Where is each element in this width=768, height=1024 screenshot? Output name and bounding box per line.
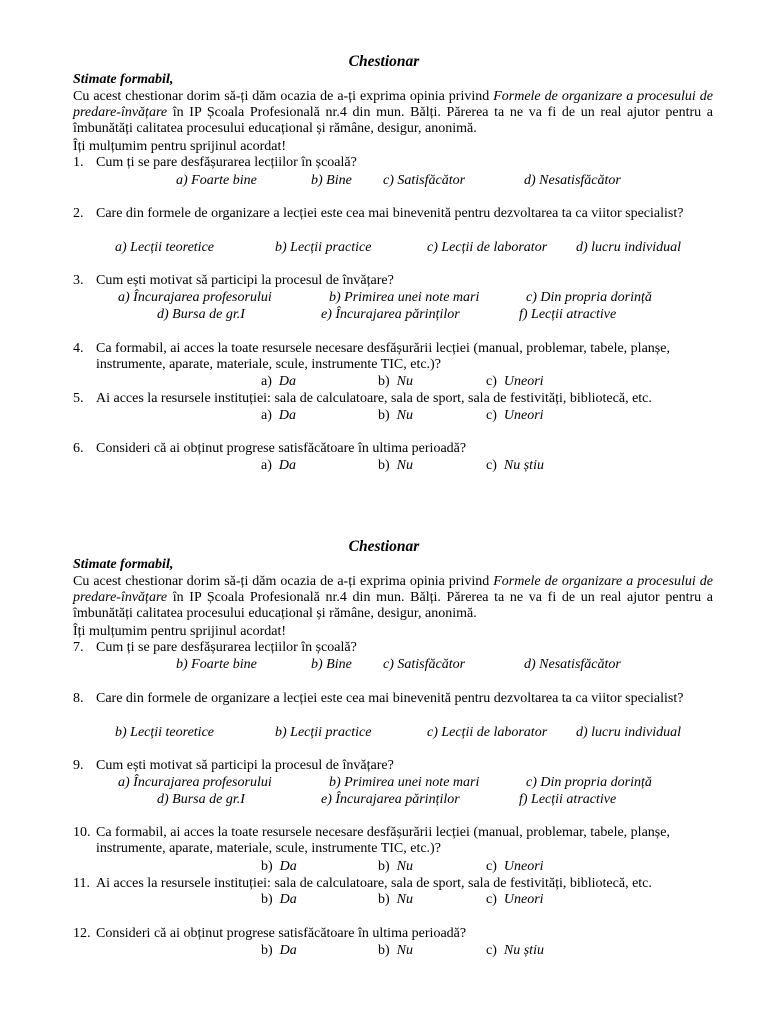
option-lectii-atractive[interactable]: f) Lecții atractive — [519, 307, 617, 322]
option-incurajarea-profesorului[interactable]: a) Încurajarea profesorului — [118, 775, 272, 790]
option-da[interactable]: b) Da — [261, 892, 297, 907]
option-nota-mare[interactable]: b) Primirea unei note mari — [329, 775, 480, 790]
option-da[interactable]: a) Da — [261, 374, 297, 389]
option-nu-stiu[interactable]: c) Nu știu — [486, 458, 544, 473]
option-lectii-practice[interactable]: b) Lecții practice — [275, 240, 372, 255]
option-nu[interactable]: b) Nu — [378, 408, 414, 423]
option-da[interactable]: a) Da — [261, 458, 297, 473]
option-lectii-practice[interactable]: b) Lecții practice — [275, 725, 372, 740]
option-propria-dorinta[interactable]: c) Din propria dorință — [526, 290, 652, 305]
option-foarte-bine[interactable]: b) Foarte bine — [176, 657, 257, 672]
option-uneori[interactable]: c) Uneori — [486, 408, 544, 423]
option-da[interactable]: b) Da — [261, 859, 297, 874]
greeting: Stimate formabil, — [73, 557, 174, 572]
option-lectii-teoretice[interactable]: a) Lecții teoretice — [115, 240, 214, 255]
question-2: 2. Care din formele de organizare a lecției este cea mai binevenită pentru dezvoltarea ta ca viitor specialist? — [73, 206, 684, 221]
question-8: 8. Care din formele de organizare a lecției este cea mai binevenită pentru dezvoltarea ta ca viitor specialist? — [73, 691, 684, 706]
question-10: 10. Ca formabil, ai acces la toate resursele necesare desfășurării lecției (manual, problemar, tabele, planșe, instrumente, aparate, materiale, scule, instrumente TIC, etc.)? — [73, 825, 670, 857]
option-lectii-laborator[interactable]: c) Lecții de laborator — [427, 725, 548, 740]
option-nu-stiu[interactable]: c) Nu știu — [486, 943, 544, 958]
option-lucru-individual[interactable]: d) lucru individual — [576, 725, 681, 740]
question-5: 5. Ai acces la resursele instituției: sala de calculatoare, sala de sport, sala de festivități, bibliotecă, etc. — [73, 391, 652, 406]
option-bursa[interactable]: d) Bursa de gr.I — [157, 307, 245, 322]
option-nesatisfacator[interactable]: d) Nesatisfăcător — [524, 657, 621, 672]
option-lectii-teoretice[interactable]: b) Lecții teoretice — [115, 725, 214, 740]
intro-paragraph: Cu acest chestionar dorim să-ți dăm ocazia de a-ți exprima opinia privind Formele de organizare a procesului de predare-învățare în IP Școala Profesională nr.4 din mun. Bălți. Părerea ta ne va fi de un real ajutor pentru a îmbunătăți calitatea procesului educațional și rămâne, desigur, anonimă. — [73, 89, 713, 137]
option-bursa[interactable]: d) Bursa de gr.I — [157, 792, 245, 807]
option-nu[interactable]: b) Nu — [378, 859, 414, 874]
question-12: 12. Consideri că ai obținut progrese satisfăcătoare în ultima perioadă? — [73, 926, 467, 941]
thanks-line: Îți mulțumim pentru sprijinul acordat! — [73, 624, 287, 639]
option-foarte-bine[interactable]: a) Foarte bine — [176, 173, 257, 188]
question-4: 4. Ca formabil, ai acces la toate resursele necesare desfășurării lecției (manual, problemar, tabele, planșe, instrumente, aparate, materiale, scule, instrumente TIC, etc.)? — [73, 341, 670, 373]
thanks-line: Îți mulțumim pentru sprijinul acordat! — [73, 139, 287, 154]
option-nota-mare[interactable]: b) Primirea unei note mari — [329, 290, 480, 305]
option-nu[interactable]: b) Nu — [378, 943, 414, 958]
question-9: 9. Cum ești motivat să participi la procesul de învățare? — [73, 758, 394, 773]
option-da[interactable]: b) Da — [261, 943, 297, 958]
option-bine[interactable]: b) Bine — [311, 173, 352, 188]
greeting: Stimate formabil, — [73, 72, 174, 87]
option-incurajarea-parintilor[interactable]: e) Încurajarea părinților — [321, 792, 460, 807]
question-11: 11. Ai acces la resursele instituției: sala de calculatoare, sala de sport, sala de festivități, bibliotecă, etc. — [73, 876, 652, 891]
intro-paragraph: Cu acest chestionar dorim să-ți dăm ocazia de a-ți exprima opinia privind Formele de organizare a procesului de predare-învățare în IP Școala Profesională nr.4 din mun. Bălți. Părerea ta ne va fi de un real ajutor pentru a îmbunătăți calitatea procesului educațional și rămâne, desigur, anonimă. — [73, 574, 713, 622]
option-nu[interactable]: b) Nu — [378, 892, 414, 907]
option-uneori[interactable]: c) Uneori — [486, 892, 544, 907]
option-lectii-atractive[interactable]: f) Lecții atractive — [519, 792, 617, 807]
page-title: Chestionar — [348, 53, 420, 70]
option-propria-dorinta[interactable]: c) Din propria dorință — [526, 775, 652, 790]
option-da[interactable]: a) Da — [261, 408, 297, 423]
option-uneori[interactable]: c) Uneori — [486, 374, 544, 389]
page-title: Chestionar — [348, 538, 420, 555]
option-satisfacator[interactable]: c) Satisfăcător — [383, 657, 466, 672]
option-bine[interactable]: b) Bine — [311, 657, 352, 672]
option-lectii-laborator[interactable]: c) Lecții de laborator — [427, 240, 548, 255]
option-incurajarea-profesorului[interactable]: a) Încurajarea profesorului — [118, 290, 272, 305]
option-satisfacator[interactable]: c) Satisfăcător — [383, 173, 466, 188]
option-nesatisfacator[interactable]: d) Nesatisfăcător — [524, 173, 621, 188]
question-3: 3. Cum ești motivat să participi la procesul de învățare? — [73, 273, 394, 288]
question-7: 7. Cum ți se pare desfășurarea lecțiilor în școală? — [73, 640, 357, 655]
question-6: 6. Consideri că ai obținut progrese satisfăcătoare în ultima perioadă? — [73, 441, 467, 456]
option-nu[interactable]: b) Nu — [378, 374, 414, 389]
question-1: 1. Cum ți se pare desfășurarea lecțiilor în școală? — [73, 155, 357, 170]
option-incurajarea-parintilor[interactable]: e) Încurajarea părinților — [321, 307, 460, 322]
option-uneori[interactable]: c) Uneori — [486, 859, 544, 874]
option-nu[interactable]: b) Nu — [378, 458, 414, 473]
option-lucru-individual[interactable]: d) lucru individual — [576, 240, 681, 255]
